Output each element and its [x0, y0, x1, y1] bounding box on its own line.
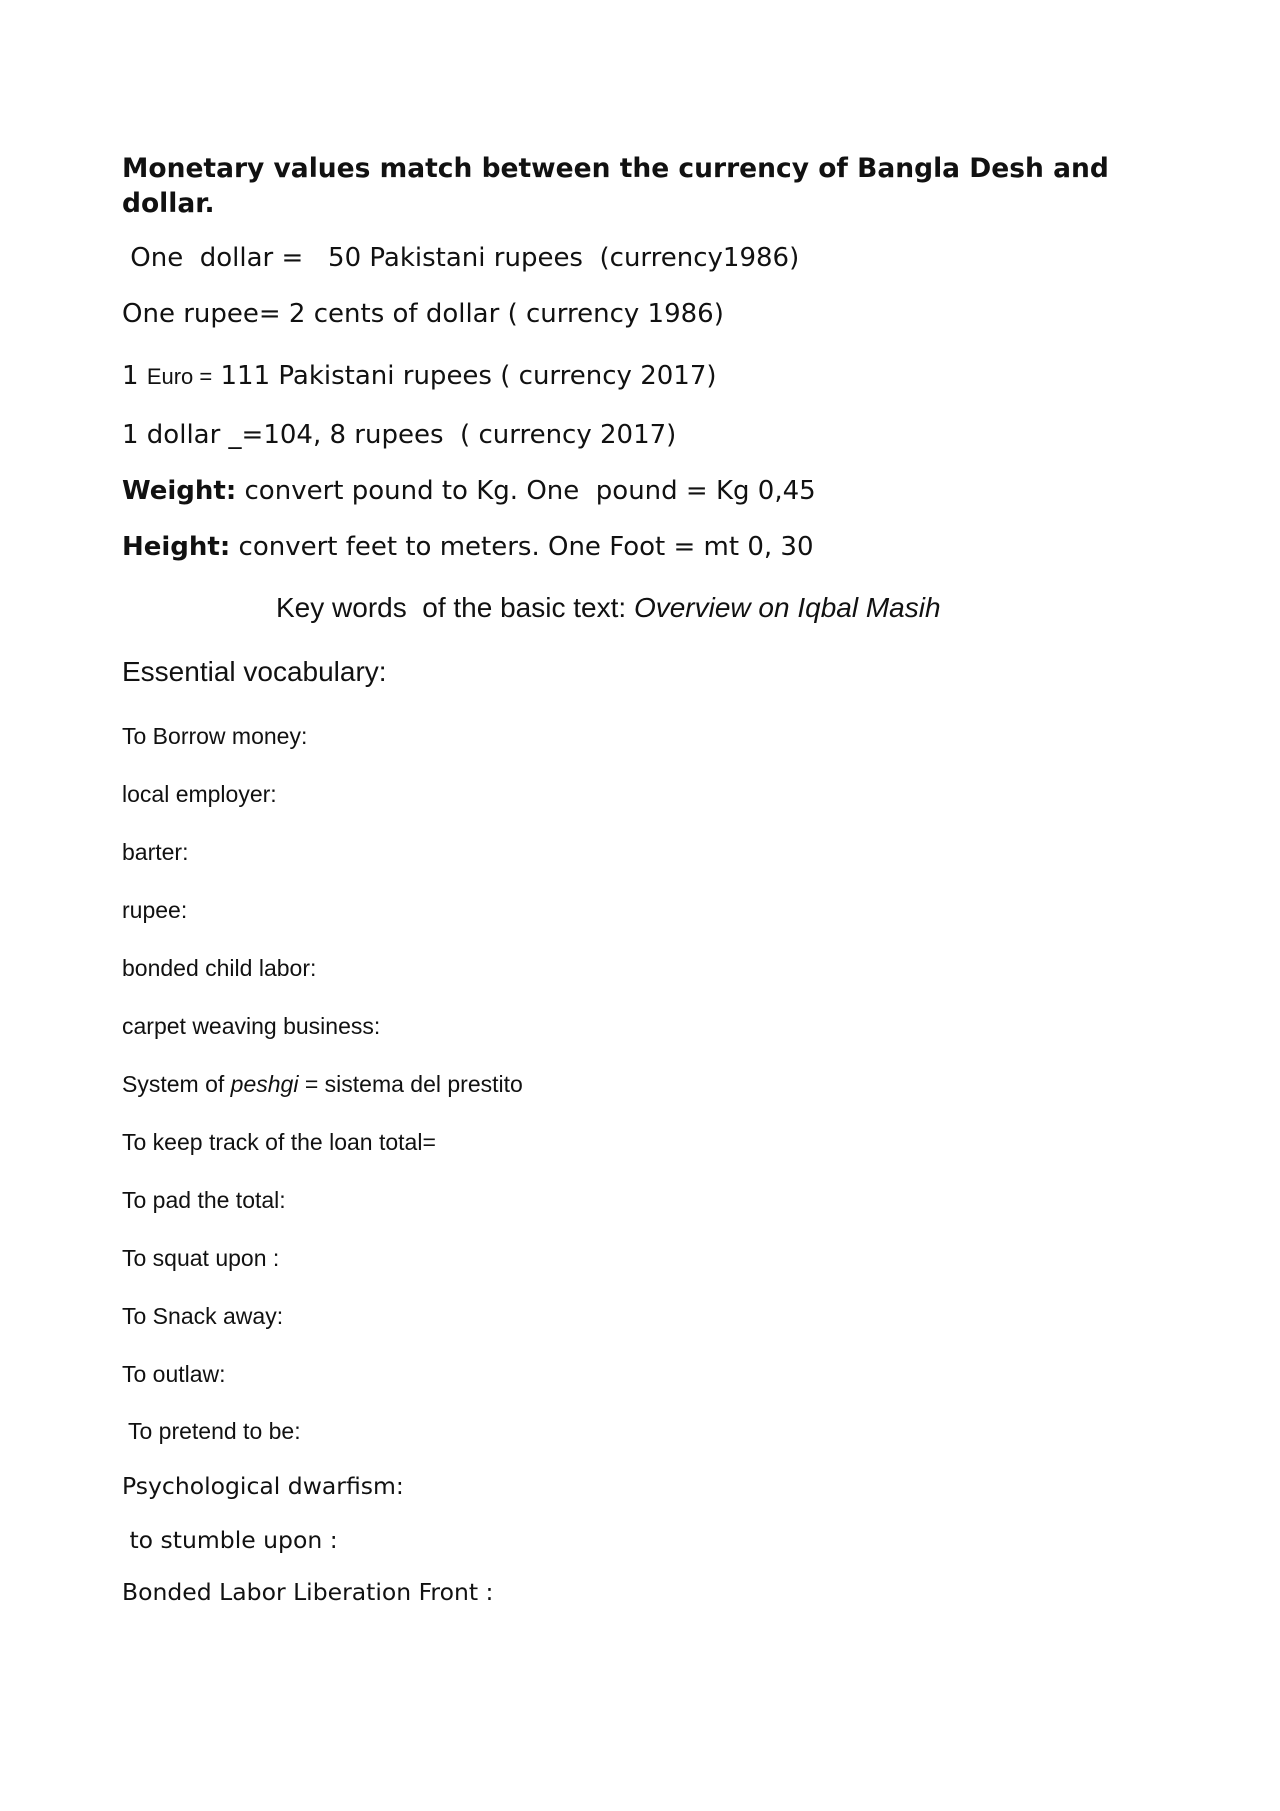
rate-euro-label: Euro =: [146, 364, 213, 389]
vocab-item-track: To keep track of the loan total=: [122, 1129, 436, 1155]
vocab-item-employer: local employer:: [122, 781, 277, 807]
rate-euro-2017: [122, 361, 717, 391]
vocab-item-snack: To Snack away:: [122, 1303, 284, 1329]
vocab-item-pretend: To pretend to be:: [122, 1418, 301, 1444]
document-title: Monetary values match between the currency of Bangla Desh and dollar.: [122, 153, 1109, 219]
vocab-item-bonded: bonded child labor:: [122, 955, 317, 981]
vocab-item-outlaw: To outlaw:: [122, 1361, 226, 1387]
vocab-item-carpet: carpet weaving business:: [122, 1013, 381, 1039]
keywords-title: Overview on Iqbal Masih: [633, 592, 941, 623]
vocab-item-front: Bonded Labor Liberation Front :: [122, 1578, 494, 1606]
rate-euro-prefix: 1: [122, 361, 147, 391]
rate-euro-suffix: 111 Pakistani rupees ( currency 2017): [212, 361, 717, 391]
peshgi-term: peshgi: [230, 1071, 299, 1097]
vocab-item-stumble: to stumble upon :: [122, 1526, 338, 1554]
rate-dollar-2017: 1 dollar _=104, 8 rupees ( currency 2017): [122, 420, 677, 450]
peshgi-prefix: System of: [122, 1071, 231, 1097]
essential-vocabulary-heading: Essential vocabulary:: [122, 656, 387, 687]
vocab-item-rupee: rupee:: [122, 897, 188, 923]
vocab-item-pad: To pad the total:: [122, 1187, 286, 1213]
rate-dollar-1986: One dollar = 50 Pakistani rupees (currency1986): [122, 243, 800, 273]
height-label: Height:: [122, 532, 231, 562]
vocab-item-borrow: To Borrow money:: [122, 723, 308, 749]
vocab-item-dwarfism: Psychological dwarfism:: [122, 1472, 404, 1500]
vocab-item-squat: To squat upon :: [122, 1245, 280, 1271]
vocab-item-peshgi: [122, 1071, 523, 1098]
height-text: convert feet to meters. One Foot = mt 0, 30: [230, 532, 814, 562]
keywords-prefix: Key words of the basic text:: [276, 592, 634, 623]
weight-label: Weight:: [122, 476, 237, 506]
weight-line: [122, 476, 816, 506]
vocab-item-barter: barter:: [122, 839, 189, 865]
weight-text: convert pound to Kg. One pound = Kg 0,45: [236, 476, 816, 506]
peshgi-suffix: = sistema del prestito: [298, 1071, 523, 1097]
rate-rupee-1986: One rupee= 2 cents of dollar ( currency 1986): [122, 299, 724, 329]
height-line: [122, 532, 814, 562]
keywords-heading: [276, 592, 941, 624]
